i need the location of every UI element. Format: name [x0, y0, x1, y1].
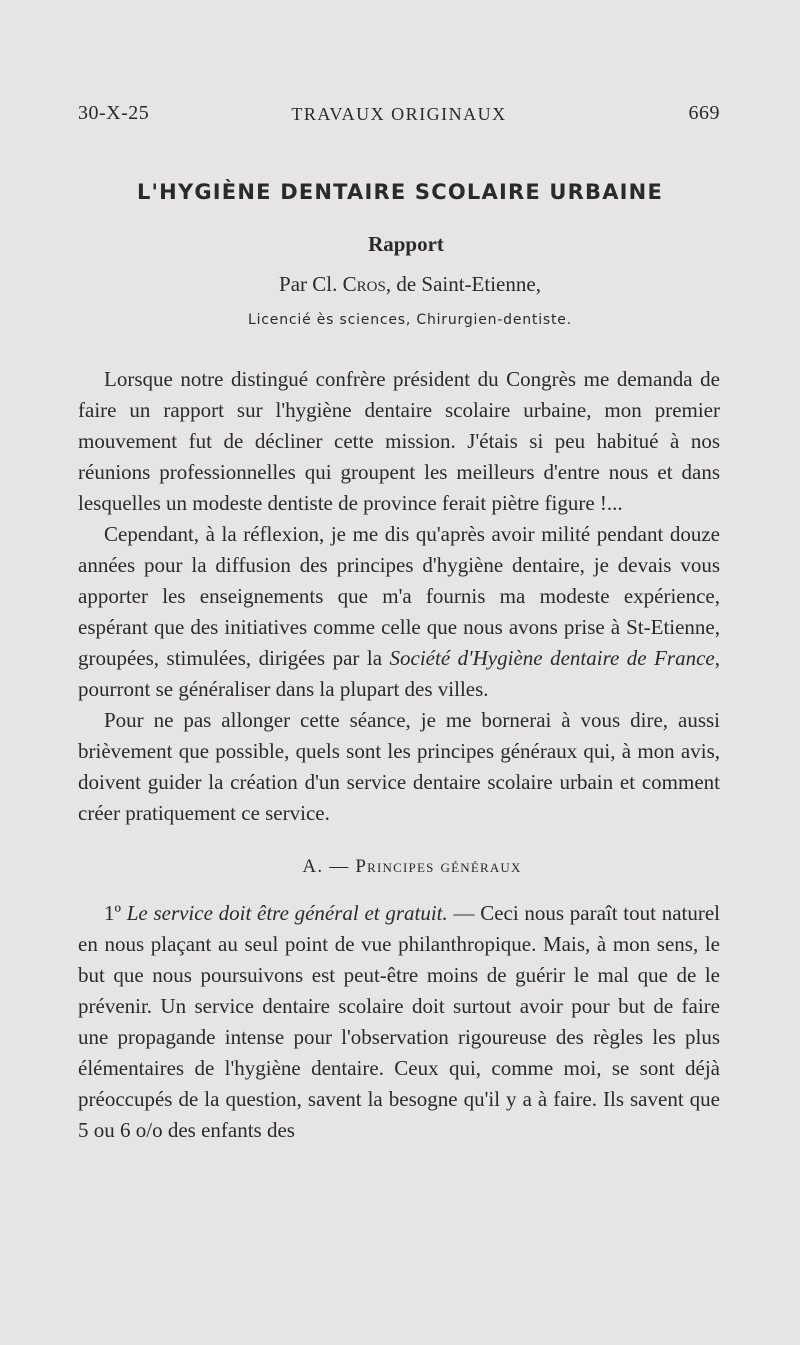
author-name: Cros — [342, 272, 386, 296]
paragraph-4-number: 1º — [104, 901, 127, 925]
paragraph-4-heading: Le service doit être général et gratuit. — [126, 901, 448, 925]
paragraph-4-text: — Ceci nous paraît tout naturel en nous plaçant au seul point de vue philanthropique. Mais, à mon sens, le but que nous poursuivons est peut-être moins de guérir le mal que de le prévenir. Un service dentaire scolaire doit surtout avoir pour but de faire une propagande intense pour l'observation rigoureuse des règles les plus élémentaires de l'hygiène dentaire. Ceux qui, comme moi, se sont déjà préoccupés de la question, savent la besogne qu'il y a à faire. Ils savent que 5 ou 6 o/o des enfants des — [78, 901, 720, 1142]
article-body — [78, 364, 720, 1146]
paragraph-2-end: , pourront se généraliser dans la plupart des villes. — [78, 646, 720, 701]
paragraph-4 — [78, 898, 720, 1146]
article-subtitle: Rapport — [368, 232, 444, 256]
section-name: TRAVAUX ORIGINAUX — [291, 104, 507, 124]
section-heading-prefix: A. — — [302, 856, 356, 877]
article-title: L'HYGIÈNE DENTAIRE SCOLAIRE URBAINE — [136, 180, 664, 204]
paragraph-1: Lorsque notre distingué confrère président du Congrès me demanda de faire un rapport sur l'hygiène dentaire scolaire urbaine, mon premier mouvement fut de décliner cette mission. J'étais si peu habitué à nos réunions professionnelles qui groupent les meilleurs d'entre nous et dans lesquelles un modeste dentiste de province ferait piètre figure !... — [78, 367, 720, 515]
section-heading-title: Principes généraux — [355, 856, 522, 877]
paragraph-2 — [78, 519, 720, 705]
issue-date: 30-X-25 — [78, 102, 150, 124]
paragraph-3: Pour ne pas allonger cette séance, je me bornerai à vous dire, aussi brièvement que possible, quels sont les principes généraux qui, à mon avis, doivent guider la création d'un service dentaire scolaire urbain et comment créer pratiquement ce service. — [78, 708, 720, 825]
society-name: Société d'Hygiène dentaire de France — [389, 646, 715, 670]
author-prefix: Par Cl. — [279, 272, 343, 296]
paragraph-2-start: Cependant, à la réflexion, je me dis qu'après avoir milité pendant douze années pour la diffusion des principes d'hygiène dentaire, je devais vous apporter les enseignements que m'a fournis ma modeste expérience, espérant que des initiatives comme celle que nous avons prise à St-Etienne, groupées, stimulées, dirigées par la — [78, 522, 720, 670]
section-heading — [78, 829, 720, 898]
author-line — [0, 272, 800, 297]
author-suffix: , de Saint-Etienne, — [385, 272, 541, 296]
author-credentials: Licencié ès sciences, Chirurgien-dentiste. — [248, 312, 572, 328]
running-head — [78, 102, 720, 132]
page-number: 669 — [688, 102, 720, 124]
